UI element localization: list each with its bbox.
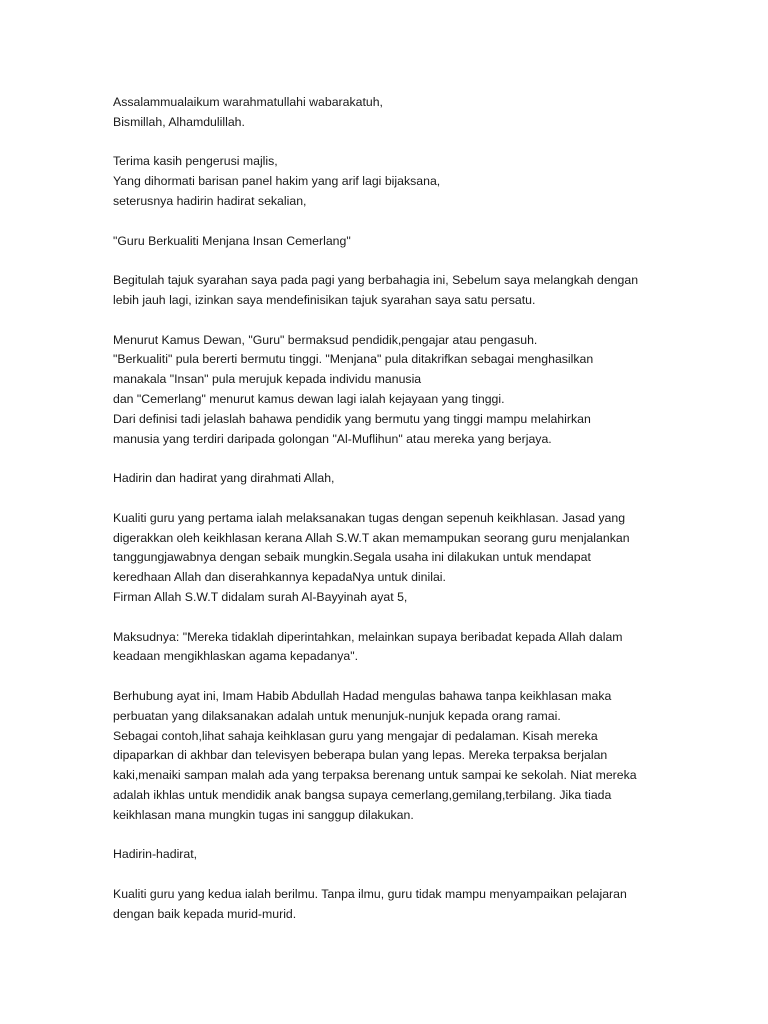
text-line: manusia yang terdiri daripada golongan "Al-Muflihun" atau mereka yang berjaya.	[113, 431, 552, 446]
text-line: dan "Cemerlang" menurut kamus dewan lagi ialah kejayaan yang tinggi.	[113, 391, 505, 406]
text-line: keredhaan Allah dan diserahkannya kepadaNya untuk dinilai.	[113, 570, 446, 585]
text-line: "Berkualiti" pula bererti bermutu tinggi. "Menjana" pula ditakrifkan sebagai menghasilkan	[113, 352, 594, 367]
text-line: Terima kasih pengerusi majlis,	[113, 154, 278, 169]
text-line: Hadirin-hadirat,	[113, 847, 198, 862]
text-line: Kualiti guru yang kedua ialah berilmu. Tanpa ilmu, guru tidak mampu menyampaikan pelajaran	[113, 886, 627, 901]
text-line: lebih jauh lagi, izinkan saya mendefinisikan tajuk syarahan saya satu persatu.	[113, 292, 536, 307]
paragraph-introduction	[113, 271, 713, 311]
paragraph-first-quality	[113, 509, 713, 608]
text-line: keikhlasan mana mungkin tugas ini sanggup dilakukan.	[113, 807, 414, 822]
paragraph-speech-title	[113, 232, 713, 252]
text-line: Berhubung ayat ini, Imam Habib Abdullah Hadad mengulas bahawa tanpa keikhlasan maka	[113, 688, 612, 703]
paragraph-greeting	[113, 93, 713, 133]
text-line: keadaan mengikhlaskan agama kepadanya".	[113, 649, 359, 664]
text-line: Menurut Kamus Dewan, "Guru" bermaksud pendidik,pengajar atau pengasuh.	[113, 332, 538, 347]
text-line: adalah ikhlas untuk mendidik anak bangsa supaya cemerlang,gemilang,terbilang. Jika tiada	[113, 787, 612, 802]
text-line: dipaparkan di akhbar dan televisyen beberapa bulan yang lepas. Mereka terpaksa berjalan	[113, 748, 608, 763]
text-line: Assalammualaikum warahmatullahi wabarakatuh,	[113, 95, 383, 109]
speech-title: "Guru Berkualiti Menjana Insan Cemerlang"	[113, 233, 351, 248]
text-line: Sebagai contoh,lihat sahaja keihklasan guru yang mengajar di pedalaman. Kisah mereka	[113, 728, 598, 743]
paragraph-explanation	[113, 687, 713, 826]
text-line: Hadirin dan hadirat yang dirahmati Allah,	[113, 471, 335, 486]
document-page	[113, 93, 713, 944]
text-line: dengan baik kepada murid-murid.	[113, 906, 297, 921]
paragraph-address-audience	[113, 469, 713, 489]
text-line: Bismillah, Alhamdulillah.	[113, 114, 245, 129]
text-line: perbuatan yang dilaksanakan adalah untuk menunjuk-nunjuk kepada orang ramai.	[113, 708, 561, 723]
text-line: seterusnya hadirin hadirat sekalian,	[113, 193, 307, 208]
text-line: Dari definisi tadi jelaslah bahawa pendidik yang bermutu yang tinggi mampu melahirkan	[113, 411, 591, 426]
text-line: tanggungjawabnya dengan sebaik mungkin.Segala usaha ini dilakukan untuk mendapat	[113, 550, 591, 565]
text-line: Kualiti guru yang pertama ialah melaksanakan tugas dengan sepenuh keikhlasan. Jasad yang	[113, 510, 626, 525]
text-line: Maksudnya: "Mereka tidaklah diperintahkan, melainkan supaya beribadat kepada Allah dalam	[113, 629, 623, 644]
text-line: manakala "Insan" pula merujuk kepada individu manusia	[113, 372, 422, 387]
text-line: Begitulah tajuk syarahan saya pada pagi yang berbahagia ini, Sebelum saya melangkah dengan	[113, 273, 639, 288]
paragraph-address-audience-2	[113, 845, 713, 865]
text-line: kaki,menaiki sampan malah ada yang terpaksa berenang untuk sampai ke sekolah. Niat mereka	[113, 768, 637, 783]
paragraph-definitions	[113, 331, 713, 450]
text-line: digerakkan oleh keikhlasan kerana Allah S.W.T akan memampukan seorang guru menjalankan	[113, 530, 630, 545]
text-line: Firman Allah S.W.T didalam surah Al-Bayyinah ayat 5,	[113, 589, 408, 604]
paragraph-acknowledgement	[113, 152, 713, 211]
paragraph-second-quality	[113, 885, 713, 925]
text-line: Yang dihormati barisan panel hakim yang arif lagi bijaksana,	[113, 174, 441, 189]
paragraph-verse-meaning	[113, 628, 713, 668]
